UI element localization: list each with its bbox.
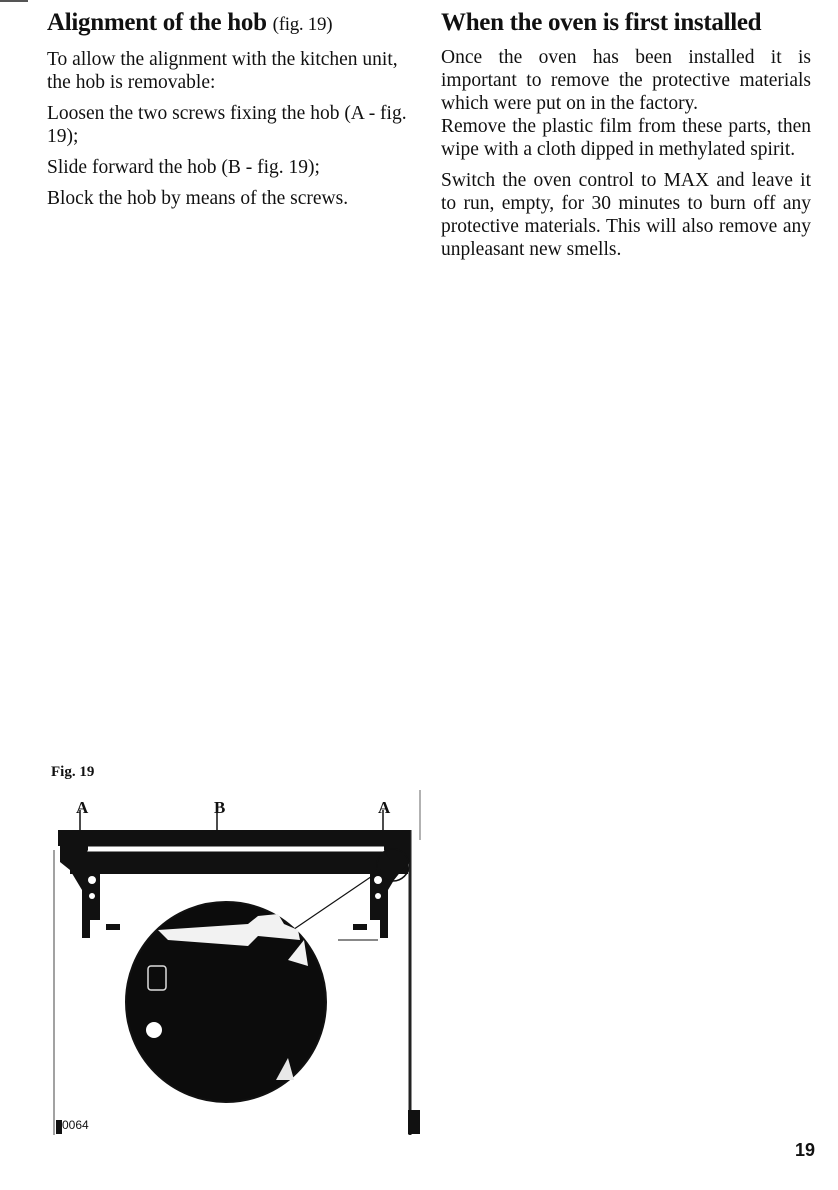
alignment-heading (47, 8, 419, 40)
first-install-heading: When the oven is first installed (441, 9, 762, 36)
figure-base-right (408, 1110, 420, 1134)
alignment-paragraph: Block the hob by means of the screws. (47, 188, 349, 209)
figure-code: 0064 (62, 1118, 89, 1132)
hob-figure (48, 790, 428, 1140)
alignment-paragraph: Slide forward the hob (B - fig. 19); (47, 157, 320, 178)
first-install-paragraph: Switch the oven control to MAX and leave it to run, empty, for 30 minutes to burn off any protective materials. This will also remove any unpleasant new smells. (441, 170, 811, 260)
first-install-paragraph: Remove the plastic film from these parts, then wipe with a cloth dipped in methylated spirit. (441, 116, 811, 160)
figure-caption: Fig. 19 (51, 764, 95, 780)
first-install-section (441, 8, 811, 269)
alignment-section (47, 8, 419, 218)
right-bracket-hole (375, 893, 381, 899)
clip-right (353, 924, 367, 930)
alignment-paragraph: Loosen the two screws fixing the hob (A - fig. 19); (47, 103, 407, 147)
label-a-left: A (76, 798, 89, 817)
left-bracket-hole (89, 893, 95, 899)
right-bracket-hole (374, 876, 382, 884)
alignment-paragraph: To allow the alignment with the kitchen unit, the hob is removable: (47, 49, 398, 93)
hob-top-lip (68, 846, 404, 852)
hob-body (70, 852, 408, 874)
alignment-title: Alignment of the hob (47, 9, 267, 36)
label-b: B (214, 798, 226, 817)
detail-hole (146, 1022, 162, 1038)
page-corner-mark (0, 0, 28, 2)
clip-left (106, 924, 120, 930)
page-number: 19 (795, 1140, 816, 1160)
alignment-fig-ref: (fig. 19) (272, 14, 333, 35)
left-bracket-hole (88, 876, 96, 884)
hob-top-bar (58, 830, 410, 846)
label-a-right: A (378, 798, 391, 817)
first-install-paragraph: Once the oven has been installed it is important to remove the protective materials which were put on in the factory. (441, 47, 811, 114)
hob-diagram (48, 790, 428, 1140)
